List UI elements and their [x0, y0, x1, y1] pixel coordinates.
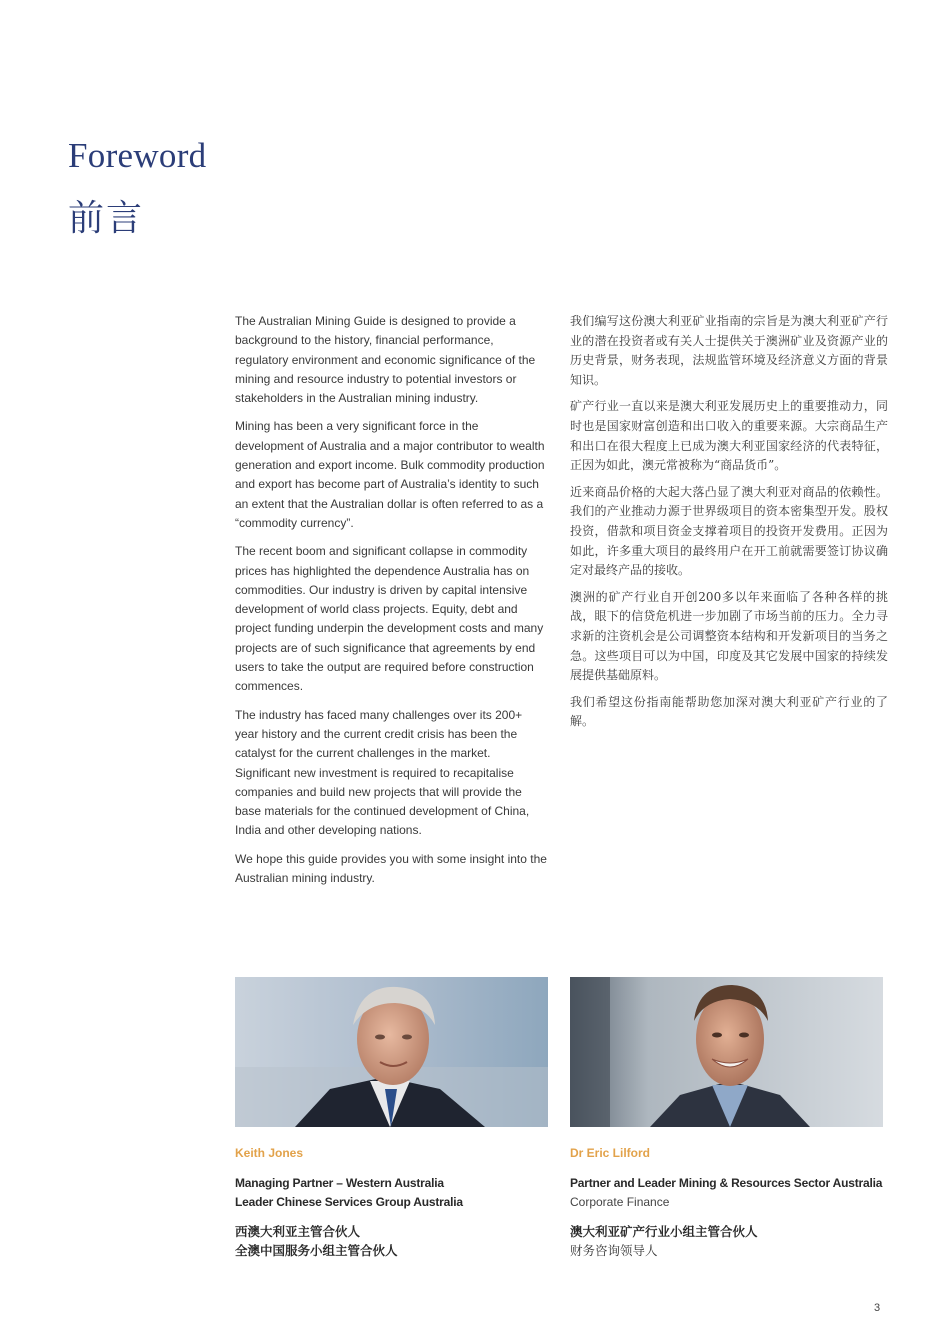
- portrait-keith-jones: [235, 977, 548, 1127]
- person-card-keith-jones: [235, 1146, 555, 1260]
- person-department: Corporate Finance: [570, 1195, 670, 1209]
- english-paragraph: Mining has been a very significant force in the development of Australia and a major contributor to wealth generation and export income. Bulk commodity production and export has become part of Australia’s identity to such an extent that the Australian dollar is often referred to as a “commodity currency”.: [235, 419, 545, 530]
- portrait-eric-lilford: [570, 977, 883, 1127]
- page-title-en: Foreword: [68, 136, 207, 175]
- person-card-eric-lilford: [570, 1146, 910, 1260]
- person-role-zh: 西澳大利亚主管合伙人: [235, 1224, 361, 1239]
- person-role-zh: 澳大利亚矿产行业小组主管合伙人: [570, 1224, 758, 1239]
- person-name: Keith Jones: [235, 1146, 304, 1160]
- person-role-zh: 全澳中国服务小组主管合伙人: [235, 1243, 398, 1258]
- page-title-zh: 前言: [68, 198, 145, 239]
- english-paragraph: The Australian Mining Guide is designed to provide a background to the history, financial performance, regulatory environment and economic significance of the mining and resource industry to potential investors or stakeholders in the Australian mining industry.: [235, 314, 536, 406]
- person-role: Managing Partner – Western Australia: [235, 1176, 444, 1190]
- english-column: [235, 312, 547, 897]
- person-name: Dr Eric Lilford: [570, 1146, 651, 1160]
- english-paragraph: The recent boom and significant collapse in commodity prices has highlighted the dependence Australia has on commodities. Our industry is driven by capital intensive development of world class projects. Equity, debt and project funding underpin the development costs and many projects are of such significance that agreements by end users to take the output are required before construction commences.: [235, 544, 544, 694]
- english-paragraph: The industry has faced many challenges over its 200+ year history and the current credit crisis has been the catalyst for the current challenges in the market. Significant new investment is required to recapitalise companies and build new projects that will provide the base materials for the continued development of China, India and other developing nations.: [235, 707, 530, 838]
- page-number: 3: [874, 1302, 881, 1314]
- chinese-paragraph: 澳洲的矿产行业自开创200多以年来面临了各种各样的挑战，眼下的信贷危机进一步加剧了市场当前的压力。全力寻求新的注资机会是公司调整资本结构和开发新项目的当务之急。这些项目可以为中国，印度及其它发展中国家的持续发展提供基础原料。: [570, 589, 888, 683]
- person-role: Leader Chinese Services Group Australia: [235, 1195, 463, 1209]
- chinese-paragraph: 我们希望这份指南能帮助您加深对澳大利亚矿产行业的了解。: [570, 694, 888, 729]
- chinese-paragraph: 近来商品价格的大起大落凸显了澳大利亚对商品的依赖性。我们的产业推动力源于世界级项目的资本密集型开发。股权投资，借款和项目资金支撑着项目的投资开发费用。正因为如此，许多重大项目的最终用户在开工前就需要签订协议确定对最终产品的接收。: [570, 484, 888, 578]
- person-department-zh: 财务咨询领导人: [570, 1243, 658, 1258]
- chinese-paragraph: 矿产行业一直以来是澳大利亚发展历史上的重要推动力，同时也是国家财富创造和出口收入的重要来源。大宗商品生产和出口在很大程度上已成为澳大利亚国家经济的代表特征，正因为如此，澳元常被称为“商品货币”。: [570, 399, 888, 473]
- chinese-paragraph: 我们编写这份澳大利亚矿业指南的宗旨是为澳大利亚矿产行业的潜在投资者或有关人士提供关于澳洲矿业及资源产业的历史背景，财务表现，法规监管环境及经济意义方面的背景知识。: [570, 314, 888, 387]
- person-role: Partner and Leader Mining & Resources Sector Australia: [570, 1176, 883, 1190]
- chinese-column: [570, 312, 888, 739]
- english-paragraph: We hope this guide provides you with some insight into the Australian mining industry.: [235, 851, 547, 886]
